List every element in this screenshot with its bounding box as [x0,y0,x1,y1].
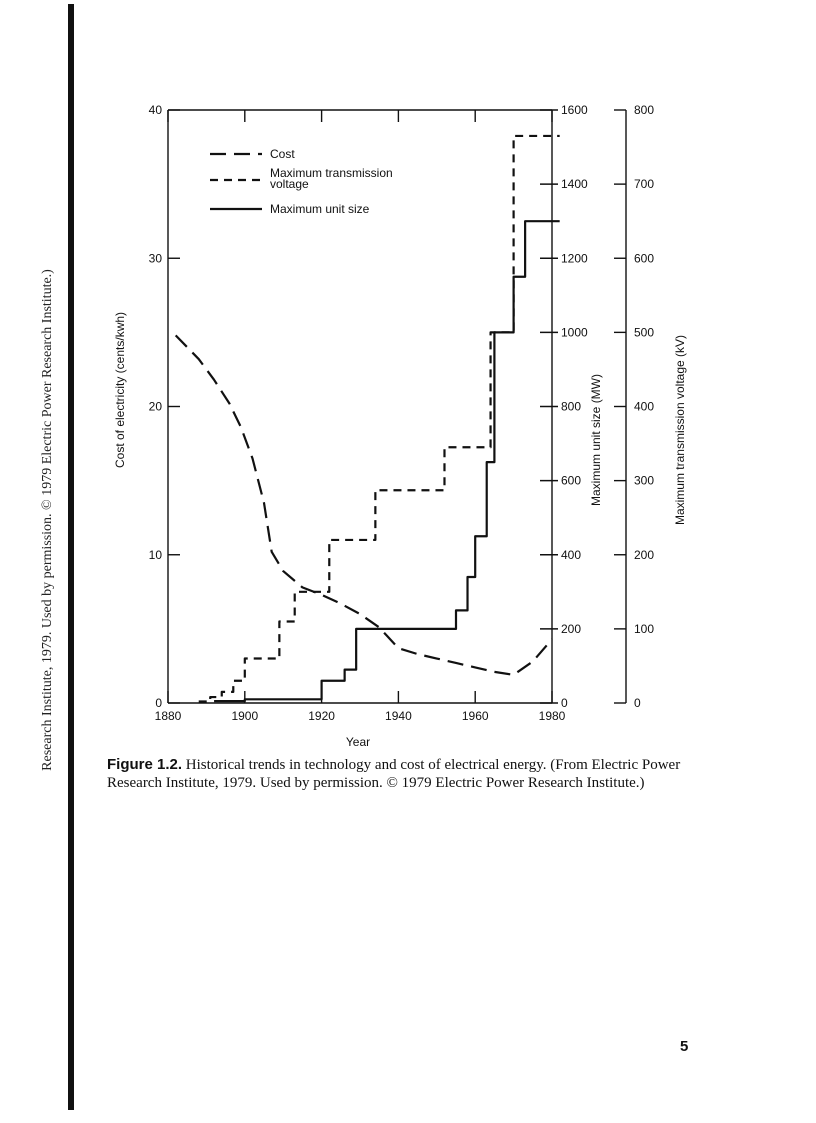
y-tick-label-right-voltage: 400 [634,399,655,414]
figure-label: Figure 1.2. [107,756,183,773]
y-tick-label-right-voltage: 0 [634,696,641,710]
y-tick-label-right-voltage: 500 [634,325,655,340]
x-axis-label: Year [345,735,371,749]
legend-label-0: Cost [270,147,295,161]
y-tick-label-right-voltage: 600 [634,251,655,266]
y-tick-label-right-unit-size: 1600 [561,103,588,117]
x-tick-label: 1940 [385,709,412,723]
x-tick-label: 1980 [538,709,566,723]
figure-caption [107,756,707,792]
x-tick-label: 1920 [308,709,335,723]
y-tick-label-right-unit-size: 1200 [561,251,588,266]
y-axis-label-left: Cost of electricity (cents/kwh) [113,311,127,469]
x-tick-label: 1880 [154,709,182,723]
series-layer [176,136,560,702]
axes-layer [149,103,655,723]
y-tick-label-right-unit-size: 1400 [561,177,588,192]
y-tick-label-left: 0 [155,696,162,710]
figure-caption-text: Historical trends in technology and cost of electrical energy. (From Electric Power Research Institute, 1979. Used by permission. © 1979 Electric Power Research Institute.) [107,757,681,791]
y-tick-label-right-voltage: 800 [634,103,655,117]
y-tick-label-right-voltage: 700 [634,177,655,192]
legend [210,147,393,216]
series-line-2 [214,221,560,701]
y-tick-label-right-voltage: 300 [634,473,655,488]
series-line-0 [176,335,552,674]
side-margin-text: Research Institute, 1979. Used by permission. © 1979 Electric Power Research Institute.) [40,269,55,771]
page-number: 5 [680,1038,689,1055]
x-tick-label: 1900 [231,709,259,723]
y-tick-label-right-voltage: 100 [634,621,655,636]
y-tick-label-right-unit-size: 0 [561,696,568,710]
y-tick-label-left: 40 [148,103,162,117]
y-tick-label-right-voltage: 200 [634,547,655,562]
y-tick-label-left: 20 [148,399,162,414]
y-tick-label-right-unit-size: 600 [561,473,582,488]
y-axis-label-right-unit-size: Maximum unit size (MW) [589,373,603,507]
y-tick-label-left: 30 [148,251,162,266]
y-tick-label-left: 10 [148,547,162,562]
y-axis-label-right-voltage: Maximum transmission voltage (kV) [673,334,687,526]
legend-label-1: Maximum transmission voltage [270,166,393,191]
y-tick-label-right-unit-size: 1000 [561,325,588,340]
y-tick-label-right-unit-size: 200 [561,621,582,636]
y-tick-label-right-unit-size: 400 [561,547,582,562]
y-tick-label-right-unit-size: 800 [561,399,582,414]
x-tick-label: 1960 [461,709,489,723]
series-line-1 [199,136,560,702]
legend-label-2: Maximum unit size [270,202,370,216]
